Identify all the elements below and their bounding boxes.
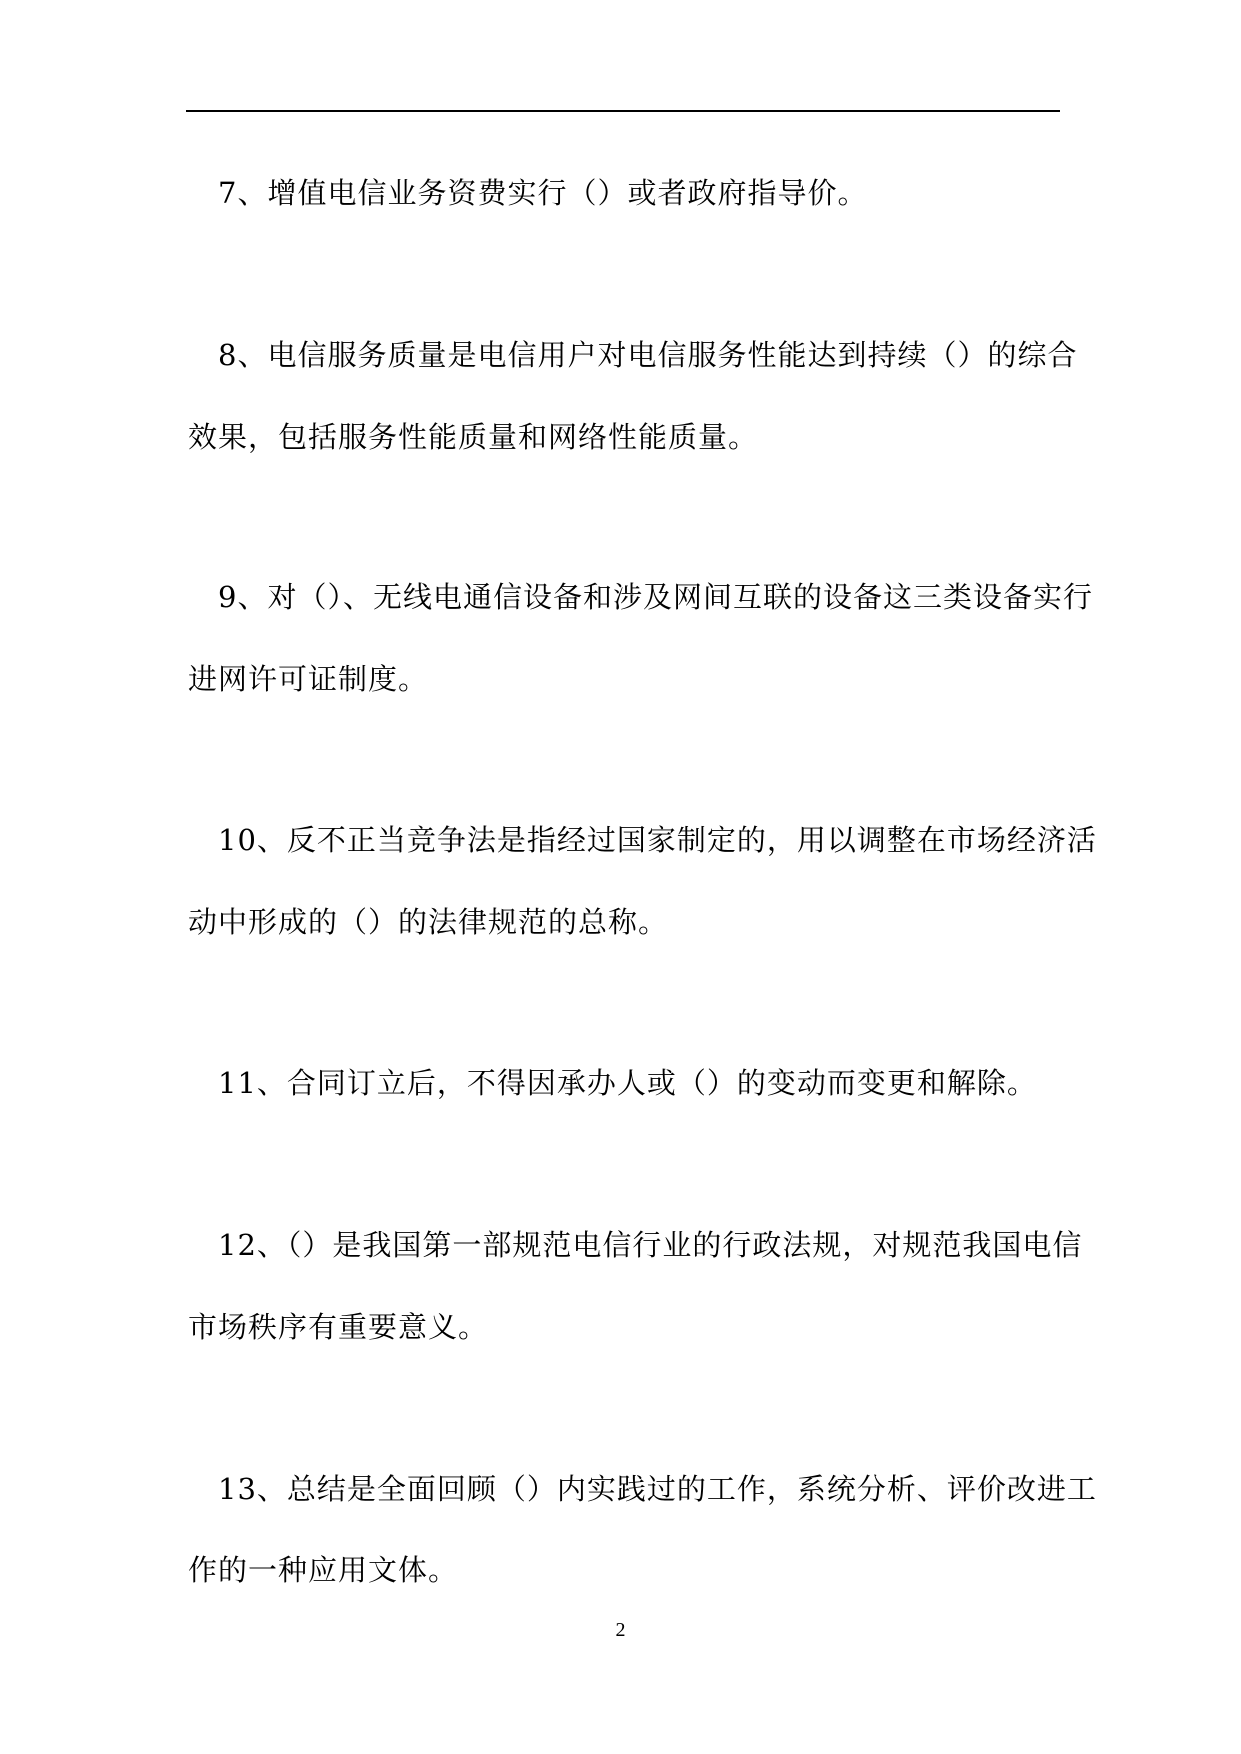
question-9-line-2: 进网许可证制度。 [188,662,429,696]
question-8-line-1: 8、电信服务质量是电信用户对电信服务性能达到持续（）的综合 [218,338,1078,372]
question-13-line-2: 作的一种应用文体。 [188,1553,459,1587]
question-12-line-2: 市场秩序有重要意义。 [188,1310,489,1344]
question-8-line-2: 效果，包括服务性能质量和网络性能质量。 [188,420,759,454]
page-number: 2 [615,1619,626,1641]
question-13-line-1: 13、总结是全面回顾（）内实践过的工作，系统分析、评价改进工 [218,1472,1097,1506]
question-12-line-1: 12、（）是我国第一部规范电信行业的行政法规，对规范我国电信 [218,1228,1083,1262]
question-11-line-1: 11、合同订立后，不得因承办人或（）的变动而变更和解除。 [218,1066,1037,1100]
question-10-line-1: 10、反不正当竞争法是指经过国家制定的，用以调整在市场经济活 [218,823,1097,857]
header-rule [186,110,1060,112]
question-7-line-1: 7、增值电信业务资费实行（）或者政府指导价。 [218,176,868,210]
question-9-line-1: 9、对（）、无线电通信设备和涉及网间互联的设备这三类设备实行 [218,580,1093,614]
question-10-line-2: 动中形成的（）的法律规范的总称。 [188,905,669,939]
